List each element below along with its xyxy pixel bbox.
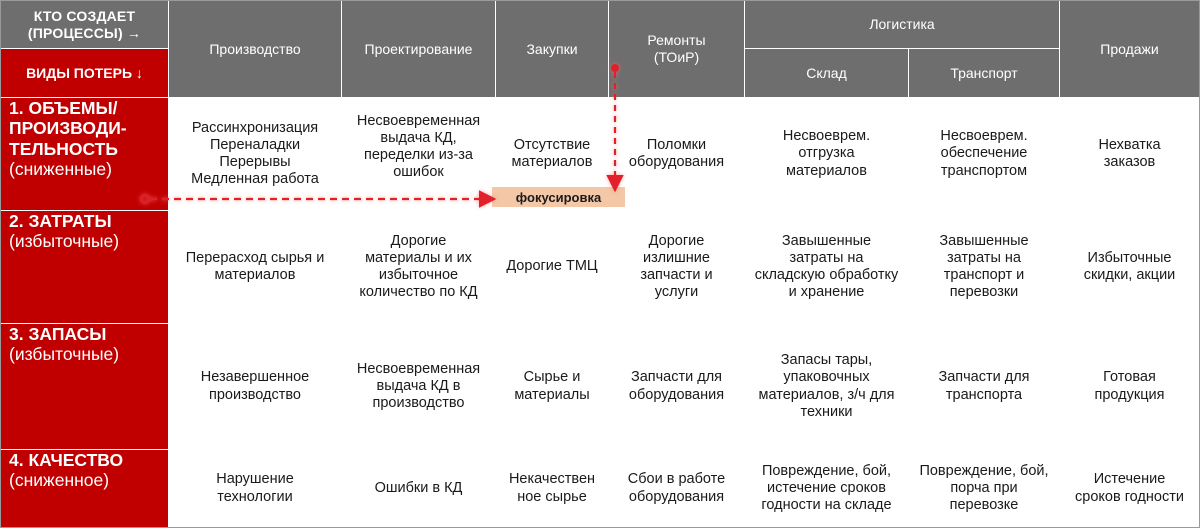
table-cell: Некачествен ное сырье: [496, 450, 608, 527]
table-cell: Несвоевременная выдача КД, переделки из-за ошибок: [342, 98, 495, 210]
header-purchasing: Закупки: [496, 1, 608, 97]
table-cell: Несвоеврем. отгрузка материалов: [745, 98, 908, 210]
header-transport: Транспорт: [909, 49, 1059, 97]
table-cell: Дорогие ТМЦ: [496, 211, 608, 323]
row-subtitle: (сниженные): [9, 159, 112, 180]
row-label-costs: [1, 211, 168, 323]
row-title: 4. КАЧЕСТВО: [9, 450, 124, 470]
table-cell: Нарушение технологии: [169, 450, 341, 527]
table-cell: Нехватка заказов: [1060, 98, 1199, 210]
table-cell: Повреждение, бой, истечение сроков годности на складе: [745, 450, 908, 527]
row-label-quality: [1, 450, 168, 527]
table-cell: Несвоевременная выдача КД в производство: [342, 324, 495, 449]
table-cell: Рассинхронизация Переналадки Перерывы Медленная работа: [169, 98, 341, 210]
header-warehouse: Склад: [745, 49, 908, 97]
table-cell: Сырье и материалы: [496, 324, 608, 449]
focus-highlight-label: фокусировка: [492, 187, 625, 207]
row-label-volumes: [1, 98, 168, 210]
header-design: Проектирование: [342, 1, 495, 97]
row-title: 1. ОБЪЕМЫ/ ПРОИЗВОДИ-ТЕЛЬНОСТЬ: [9, 98, 127, 159]
table-cell: Несвоеврем. обеспечение транспортом: [909, 98, 1059, 210]
table-cell: Запчасти для оборудования: [609, 324, 744, 449]
header-production: Производство: [169, 1, 341, 97]
corner-processes-label: КТО СОЗДАЕТ (ПРОЦЕССЫ) →: [1, 1, 168, 48]
header-sales: Продажи: [1060, 1, 1199, 97]
header-repairs: Ремонты (ТОиР): [609, 1, 744, 97]
table-cell: Дорогие материалы и их избыточное количество по КД: [342, 211, 495, 323]
table-cell: Незавершенное производство: [169, 324, 341, 449]
corner-loss-types-label: ВИДЫ ПОТЕРЬ ↓: [1, 49, 168, 97]
table-cell: Повреждение, бой, порча при перевозке: [909, 450, 1059, 527]
row-label-inventory: [1, 324, 168, 449]
table-cell: Сбои в работе оборудования: [609, 450, 744, 527]
table-cell: Завышенные затраты на транспорт и перевозки: [909, 211, 1059, 323]
row-title: 3. ЗАПАСЫ: [9, 324, 107, 344]
table-cell: Перерасход сырья и материалов: [169, 211, 341, 323]
table-cell: Запасы тары, упаковочных материалов, з/ч для техники: [745, 324, 908, 449]
table-cell: Дорогие излишние запчасти и услуги: [609, 211, 744, 323]
row-subtitle: (избыточные): [9, 231, 120, 252]
row-subtitle: (сниженное): [9, 470, 110, 491]
table-cell: Запчасти для транспорта: [909, 324, 1059, 449]
table-cell: Истечение сроков годности: [1060, 450, 1199, 527]
row-subtitle: (избыточные): [9, 344, 120, 365]
table-cell: Готовая продукция: [1060, 324, 1199, 449]
table-cell: Ошибки в КД: [342, 450, 495, 527]
table-cell: Поломки оборудования: [609, 98, 744, 210]
header-logistics: Логистика: [745, 1, 1059, 48]
row-title: 2. ЗАТРАТЫ: [9, 211, 112, 231]
table-cell: Отсутствие материалов: [496, 98, 608, 210]
table-cell: Завышенные затраты на складскую обработку и хранение: [745, 211, 908, 323]
table-cell: Избыточные скидки, акции: [1060, 211, 1199, 323]
